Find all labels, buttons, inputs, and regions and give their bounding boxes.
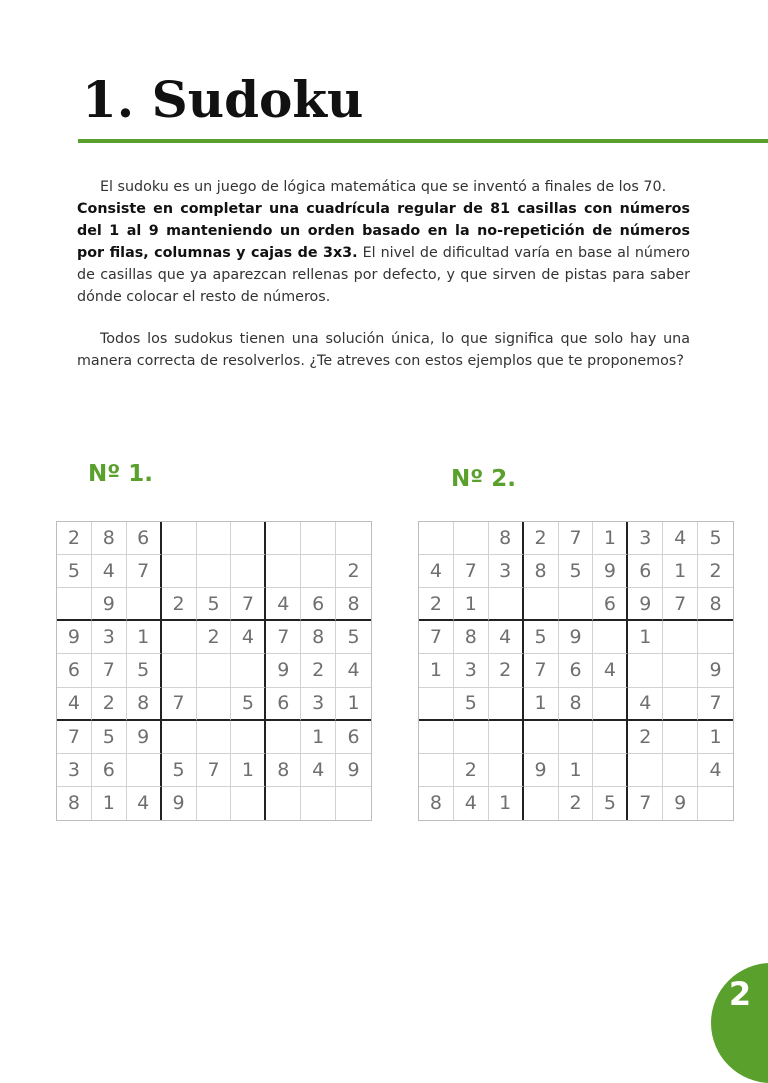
sudoku-cell: 4 <box>231 621 266 654</box>
sudoku-cell: 8 <box>336 588 371 621</box>
sudoku-cell: 7 <box>419 621 454 654</box>
sudoku-cell: 1 <box>127 621 162 654</box>
sudoku-cell <box>197 522 232 555</box>
sudoku-cell <box>231 787 266 820</box>
sudoku-cell: 6 <box>266 688 301 721</box>
sudoku-cell <box>162 621 197 654</box>
sudoku-cell: 4 <box>419 555 454 588</box>
sudoku-cell: 9 <box>127 721 162 754</box>
sudoku-cell: 8 <box>92 522 127 555</box>
sudoku-cell <box>593 688 628 721</box>
sudoku-cell: 6 <box>57 654 92 687</box>
sudoku-cell: 2 <box>92 688 127 721</box>
sudoku-cell <box>698 787 733 820</box>
sudoku-cell: 7 <box>663 588 698 621</box>
sudoku-cell: 1 <box>454 588 489 621</box>
sudoku-cell: 9 <box>559 621 594 654</box>
sudoku-cell <box>663 754 698 787</box>
sudoku-cell <box>266 787 301 820</box>
sudoku-cell <box>197 721 232 754</box>
sudoku-cell <box>593 621 628 654</box>
sudoku-cell: 8 <box>698 588 733 621</box>
sudoku-cell: 3 <box>92 621 127 654</box>
sudoku-cell: 5 <box>454 688 489 721</box>
sudoku-cell <box>454 522 489 555</box>
sudoku-cell <box>524 721 559 754</box>
sudoku-cell: 4 <box>628 688 663 721</box>
sudoku-cell: 9 <box>266 654 301 687</box>
sudoku-cell <box>489 588 524 621</box>
sudoku-cell: 4 <box>57 688 92 721</box>
sudoku-cell: 5 <box>231 688 266 721</box>
sudoku-cell: 2 <box>559 787 594 820</box>
sudoku-cell: 1 <box>593 522 628 555</box>
sudoku-cell <box>628 654 663 687</box>
sudoku-cell <box>162 555 197 588</box>
sudoku-cell <box>524 588 559 621</box>
sudoku-cell <box>698 621 733 654</box>
sudoku-cell: 9 <box>57 621 92 654</box>
sudoku-cell <box>454 721 489 754</box>
sudoku-cell <box>231 522 266 555</box>
sudoku-cell: 1 <box>489 787 524 820</box>
sudoku-cell <box>559 588 594 621</box>
sudoku-cell: 9 <box>698 654 733 687</box>
sudoku-cell <box>336 787 371 820</box>
sudoku-cell: 7 <box>92 654 127 687</box>
sudoku-cell: 5 <box>162 754 197 787</box>
sudoku-cell: 4 <box>266 588 301 621</box>
sudoku-cell: 6 <box>593 588 628 621</box>
sudoku-cell: 2 <box>524 522 559 555</box>
sudoku-cell: 2 <box>419 588 454 621</box>
sudoku-cell: 8 <box>559 688 594 721</box>
sudoku-cell <box>301 555 336 588</box>
puzzle-1-label: Nº 1. <box>88 461 153 487</box>
sudoku-cell: 1 <box>419 654 454 687</box>
sudoku-cell: 6 <box>127 522 162 555</box>
sudoku-cell <box>628 754 663 787</box>
sudoku-cell: 1 <box>524 688 559 721</box>
sudoku-cell <box>197 787 232 820</box>
sudoku-cell <box>162 721 197 754</box>
sudoku-cell <box>197 555 232 588</box>
sudoku-cell: 4 <box>127 787 162 820</box>
sudoku-cell <box>663 621 698 654</box>
sudoku-cell: 7 <box>559 522 594 555</box>
sudoku-cell: 8 <box>57 787 92 820</box>
sudoku-cell <box>162 522 197 555</box>
sudoku-cell: 4 <box>663 522 698 555</box>
sudoku-cell: 8 <box>454 621 489 654</box>
puzzle-2-label: Nº 2. <box>451 466 516 492</box>
title-divider <box>78 139 768 143</box>
sudoku-cell <box>197 688 232 721</box>
sudoku-cell <box>489 754 524 787</box>
sudoku-cell: 1 <box>663 555 698 588</box>
sudoku-cell: 1 <box>92 787 127 820</box>
sudoku-cell: 8 <box>127 688 162 721</box>
sudoku-cell: 2 <box>336 555 371 588</box>
sudoku-cell <box>127 754 162 787</box>
sudoku-cell: 9 <box>628 588 663 621</box>
sudoku-cell <box>593 721 628 754</box>
sudoku-cell: 3 <box>628 522 663 555</box>
sudoku-cell: 9 <box>162 787 197 820</box>
sudoku-cell: 1 <box>231 754 266 787</box>
sudoku-cell <box>197 654 232 687</box>
sudoku-cell: 5 <box>559 555 594 588</box>
sudoku-cell: 7 <box>266 621 301 654</box>
sudoku-cell: 6 <box>559 654 594 687</box>
sudoku-cell: 3 <box>301 688 336 721</box>
sudoku-cell: 6 <box>336 721 371 754</box>
sudoku-cell: 7 <box>57 721 92 754</box>
sudoku-cell: 4 <box>92 555 127 588</box>
sudoku-cell: 8 <box>419 787 454 820</box>
sudoku-cell: 8 <box>489 522 524 555</box>
sudoku-cell: 4 <box>301 754 336 787</box>
sudoku-grid-1 <box>56 521 372 821</box>
sudoku-cell: 1 <box>628 621 663 654</box>
sudoku-cell: 3 <box>454 654 489 687</box>
sudoku-cell <box>419 522 454 555</box>
sudoku-cell: 2 <box>57 522 92 555</box>
sudoku-cell <box>231 555 266 588</box>
sudoku-cell: 7 <box>162 688 197 721</box>
sudoku-cell <box>266 522 301 555</box>
intro-paragraph-2 <box>77 328 690 372</box>
sudoku-cell: 8 <box>524 555 559 588</box>
sudoku-cell: 7 <box>197 754 232 787</box>
sudoku-cell: 6 <box>301 588 336 621</box>
sudoku-cell: 4 <box>454 787 489 820</box>
sudoku-cell: 9 <box>336 754 371 787</box>
sudoku-cell <box>162 654 197 687</box>
sudoku-cell: 2 <box>197 621 232 654</box>
sudoku-cell <box>266 721 301 754</box>
sudoku-cell: 2 <box>454 754 489 787</box>
sudoku-cell: 4 <box>336 654 371 687</box>
sudoku-cell: 1 <box>301 721 336 754</box>
sudoku-cell: 5 <box>336 621 371 654</box>
sudoku-cell <box>57 588 92 621</box>
intro-text-end: El nivel de dificultad varía en base al número de casillas que ya aparezcan rellenas por defecto, y que sirven de pistas para saber dónde colocar el resto de números. <box>77 245 690 305</box>
sudoku-cell: 5 <box>524 621 559 654</box>
sudoku-cell: 2 <box>489 654 524 687</box>
sudoku-cell: 7 <box>524 654 559 687</box>
sudoku-cell: 2 <box>162 588 197 621</box>
sudoku-cell <box>419 754 454 787</box>
sudoku-cell: 4 <box>489 621 524 654</box>
sudoku-cell: 5 <box>593 787 628 820</box>
sudoku-cell <box>489 688 524 721</box>
sudoku-cell <box>127 588 162 621</box>
page-number: 2 <box>728 975 752 1013</box>
sudoku-cell: 5 <box>698 522 733 555</box>
sudoku-cell: 4 <box>698 754 733 787</box>
sudoku-cell: 1 <box>336 688 371 721</box>
sudoku-cell <box>663 688 698 721</box>
page-title: 1. Sudoku <box>82 70 364 129</box>
sudoku-cell: 2 <box>698 555 733 588</box>
intro-text-2: Todos los sudokus tienen una solución única, lo que significa que solo hay una manera correcta de resolverlos. ¿Te atreves con estos ejemplos que te proponemos? <box>77 331 690 369</box>
sudoku-cell <box>419 688 454 721</box>
sudoku-cell <box>301 522 336 555</box>
sudoku-cell <box>593 754 628 787</box>
sudoku-cell: 5 <box>127 654 162 687</box>
sudoku-cell <box>336 522 371 555</box>
sudoku-cell: 2 <box>628 721 663 754</box>
sudoku-cell: 5 <box>57 555 92 588</box>
sudoku-cell: 9 <box>524 754 559 787</box>
sudoku-cell: 8 <box>301 621 336 654</box>
sudoku-cell: 7 <box>628 787 663 820</box>
sudoku-cell: 9 <box>593 555 628 588</box>
sudoku-cell <box>301 787 336 820</box>
sudoku-cell <box>559 721 594 754</box>
sudoku-cell: 8 <box>266 754 301 787</box>
sudoku-cell: 3 <box>489 555 524 588</box>
sudoku-cell <box>663 654 698 687</box>
sudoku-cell <box>419 721 454 754</box>
sudoku-cell: 6 <box>92 754 127 787</box>
sudoku-cell: 3 <box>57 754 92 787</box>
sudoku-cell <box>266 555 301 588</box>
intro-text: El sudoku es un juego de lógica matemática que se inventó a finales de los 70. <box>100 179 667 195</box>
sudoku-cell: 7 <box>127 555 162 588</box>
sudoku-cell <box>231 721 266 754</box>
sudoku-cell: 5 <box>92 721 127 754</box>
sudoku-cell: 1 <box>698 721 733 754</box>
sudoku-cell: 5 <box>197 588 232 621</box>
intro-bold-text: Consiste en completar una cuadrícula regular de 81 casillas con números del 1 al 9 manteniendo un orden basado en la no-repetición de números por filas, columnas y cajas de 3x3. <box>77 201 690 261</box>
sudoku-cell: 7 <box>454 555 489 588</box>
sudoku-cell <box>663 721 698 754</box>
sudoku-cell: 7 <box>698 688 733 721</box>
intro-paragraph-1 <box>77 176 690 308</box>
sudoku-cell <box>231 654 266 687</box>
sudoku-cell: 4 <box>593 654 628 687</box>
sudoku-cell: 9 <box>663 787 698 820</box>
sudoku-cell: 9 <box>92 588 127 621</box>
sudoku-cell: 2 <box>301 654 336 687</box>
sudoku-cell <box>524 787 559 820</box>
sudoku-cell: 6 <box>628 555 663 588</box>
sudoku-cell: 7 <box>231 588 266 621</box>
sudoku-grid-2 <box>418 521 734 821</box>
sudoku-cell: 1 <box>559 754 594 787</box>
sudoku-cell <box>489 721 524 754</box>
